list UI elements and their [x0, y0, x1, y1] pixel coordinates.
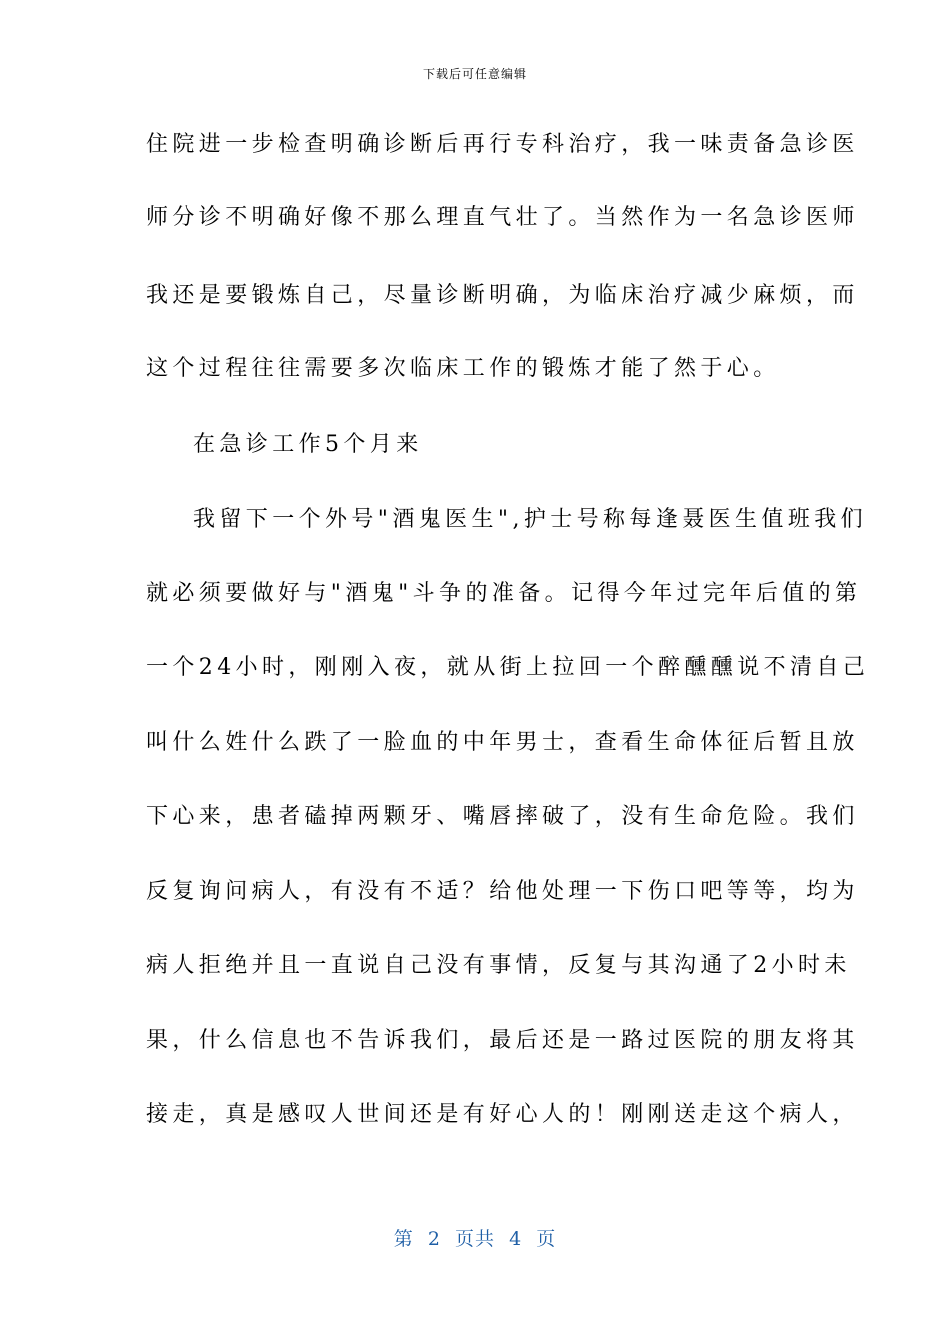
text-line: 这个过程往往需要多次临床工作的锻炼才能了然于心。	[146, 356, 780, 381]
text-line: 我留下一个外号"酒鬼医生",护士号称每逢聂医生值班我们	[193, 507, 868, 532]
text-line: 住院进一步检查明确诊断后再行专科治疗，我一味责备急诊医	[146, 132, 859, 157]
text-line: 师分诊不明确好像不那么理直气壮了。当然作为一名急诊医师	[146, 205, 859, 230]
text-line: 下心来，患者磕掉两颗牙、嘴唇摔破了，没有生命危险。我们	[146, 804, 859, 829]
text-line: 一个24小时，刚刚入夜，就从街上拉回一个醉醺醺说不清自己	[146, 655, 870, 680]
text-line: 就必须要做好与"酒鬼"斗争的准备。记得今年过完年后值的第	[146, 581, 862, 606]
text-line: 我还是要锻炼自己，尽量诊断明确，为临床治疗减少麻烦，而	[146, 283, 859, 308]
text-line: 反复询问病人，有没有不适？给他处理一下伤口吧等等，均为	[146, 879, 859, 904]
page-header: 下载后可任意编辑	[422, 67, 527, 81]
page-number-footer: 第 2 页共 4 页	[393, 1228, 557, 1250]
text-line: 叫什么姓什么跌了一脸血的中年男士，查看生命体征后暂且放	[146, 730, 859, 755]
paragraph-heading: 在急诊工作5个月来	[193, 432, 423, 457]
text-line: 果，什么信息也不告诉我们，最后还是一路过医院的朋友将其	[146, 1028, 859, 1053]
text-line: 接走，真是感叹人世间还是有好心人的！刚刚送走这个病人，	[146, 1102, 859, 1127]
text-line: 病人拒绝并且一直说自己没有事情，反复与其沟通了2小时未	[146, 953, 851, 978]
